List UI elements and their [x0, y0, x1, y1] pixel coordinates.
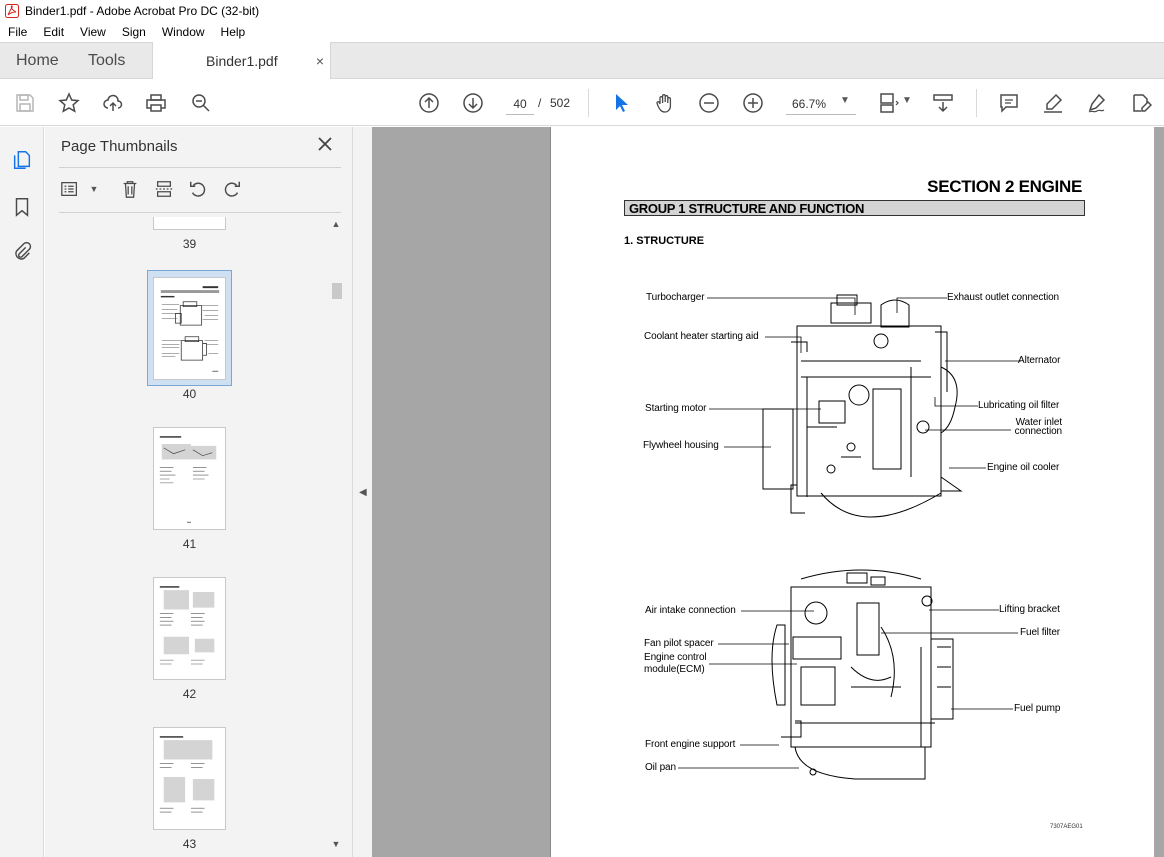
sign-icon[interactable] [1084, 90, 1110, 116]
thumbnail-scrollbar[interactable] [330, 219, 342, 857]
zoom-in-icon[interactable] [740, 90, 766, 116]
tab-document[interactable] [152, 42, 331, 79]
tab-tools[interactable]: Tools [88, 52, 126, 69]
menu-bar [0, 22, 1164, 42]
options-dropdown-icon[interactable]: ▼ [89, 184, 99, 194]
figure-code: 7307AEG01 [1050, 824, 1083, 830]
pdf-page [550, 127, 1154, 857]
menu-window[interactable]: Window [161, 25, 205, 39]
page-up-icon[interactable] [416, 90, 442, 116]
total-pages: 502 [550, 96, 571, 110]
comment-icon[interactable] [996, 90, 1022, 116]
close-tab-button[interactable]: × [315, 53, 324, 69]
hand-icon[interactable] [652, 90, 678, 116]
page-down-icon[interactable] [460, 90, 486, 116]
attachment-icon[interactable] [10, 240, 34, 264]
options-menu-icon[interactable] [59, 178, 81, 200]
engine-diagram [551, 127, 1155, 857]
thumbnails-panel [45, 127, 352, 857]
scroll-thumb[interactable] [332, 283, 342, 299]
panel-collapse-strip[interactable] [352, 127, 372, 857]
structure-heading: 1. STRUCTURE [624, 235, 705, 247]
zoom-search-icon[interactable] [188, 90, 214, 116]
document-viewer[interactable] [372, 127, 1164, 857]
callout-coolant-heater: Coolant heater starting aid [644, 331, 759, 342]
leader-lines [678, 298, 1021, 768]
thumbnail-label: 43 [182, 837, 197, 851]
close-icon[interactable] [316, 135, 334, 153]
callout-engine-oil-cooler: Engine oil cooler [987, 462, 1060, 473]
collapse-panel-icon[interactable]: ◀ [359, 487, 367, 498]
fit-dropdown-icon[interactable]: ▼ [902, 95, 912, 106]
thumbnail-label: 40 [182, 387, 197, 401]
zoom-out-icon[interactable] [696, 90, 722, 116]
callout-exhaust-outlet: Exhaust outlet connection [947, 292, 1060, 303]
callout-water-inlet-2: connection [1014, 426, 1062, 437]
window-title: Binder1.pdf - Adobe Acrobat Pro DC (32-bit) [25, 4, 260, 18]
page-thumbnails-icon[interactable] [10, 148, 34, 172]
page-thumbnail-42[interactable] [153, 577, 226, 680]
main-toolbar [0, 79, 1164, 126]
save-icon[interactable] [12, 90, 38, 116]
callout-fuel-filter: Fuel filter [1020, 627, 1061, 638]
callout-lifting-bracket: Lifting bracket [999, 604, 1060, 615]
tab-home[interactable]: Home [16, 52, 59, 69]
engine-drawing-top [763, 295, 961, 517]
menu-edit[interactable]: Edit [43, 25, 65, 39]
callout-fan-pilot-spacer: Fan pilot spacer [644, 638, 714, 649]
upload-icon[interactable] [100, 90, 126, 116]
menu-sign[interactable]: Sign [121, 25, 146, 39]
extract-page-icon[interactable] [153, 178, 175, 200]
toolbar-divider [976, 89, 977, 117]
page-thumbnail-40[interactable] [153, 277, 226, 380]
left-rail [0, 127, 44, 857]
panel-title: Page Thumbnails [61, 138, 178, 155]
section-title: SECTION 2 ENGINE [927, 177, 1082, 196]
zoom-dropdown-icon[interactable]: ▼ [840, 95, 850, 106]
title-bar [0, 0, 1164, 22]
scroll-up-icon[interactable]: ▲ [331, 219, 341, 229]
scroll-mode-icon[interactable] [930, 90, 956, 116]
menu-file[interactable]: File [8, 25, 28, 39]
highlight-icon[interactable] [1040, 90, 1066, 116]
callout-fuel-pump: Fuel pump [1014, 703, 1061, 714]
callout-turbocharger: Turbocharger [646, 292, 705, 303]
edit-pdf-icon[interactable] [1128, 90, 1154, 116]
rotate-left-icon[interactable] [187, 178, 209, 200]
toolbar-divider [588, 89, 589, 117]
callout-air-intake: Air intake connection [645, 605, 736, 616]
bookmark-icon[interactable] [10, 195, 34, 219]
thumbnail-list [45, 217, 335, 857]
callout-starting-motor: Starting motor [645, 403, 707, 414]
engine-drawing-bottom [772, 570, 953, 779]
divider [59, 212, 341, 213]
menu-help[interactable]: Help [220, 25, 246, 39]
callout-flywheel-housing: Flywheel housing [643, 440, 719, 451]
acrobat-logo-icon [5, 4, 19, 18]
thumbnail-label: 42 [182, 687, 197, 701]
divider [59, 167, 341, 168]
tab-bar [0, 42, 1164, 79]
star-icon[interactable] [56, 90, 82, 116]
scroll-down-icon[interactable]: ▼ [331, 839, 341, 849]
thumbnail-label: 41 [182, 537, 197, 551]
callout-ecm-2: module(ECM) [644, 664, 705, 675]
menu-view[interactable]: View [80, 25, 106, 39]
callout-oil-pan: Oil pan [645, 762, 676, 773]
rotate-right-icon[interactable] [221, 178, 243, 200]
thumbnail-label: 39 [182, 237, 197, 251]
callout-ecm-1: Engine control [644, 652, 707, 663]
print-icon[interactable] [143, 90, 169, 116]
page-thumbnail-39[interactable] [153, 217, 226, 230]
fit-page-icon[interactable] [876, 90, 902, 116]
callout-lube-oil-filter: Lubricating oil filter [978, 400, 1060, 411]
document-tab-label: Binder1.pdf [206, 53, 278, 69]
page-thumbnail-41[interactable] [153, 427, 226, 530]
page-thumbnail-43[interactable] [153, 727, 226, 830]
callout-water-inlet-1: Water inlet [1015, 417, 1062, 428]
page-separator: / [538, 96, 542, 110]
callout-front-engine-support: Front engine support [645, 739, 736, 750]
select-arrow-icon[interactable] [608, 90, 634, 116]
delete-page-icon[interactable] [119, 178, 141, 200]
page-number-input[interactable] [506, 93, 534, 115]
callout-alternator: Alternator [1018, 355, 1061, 366]
group-title: GROUP 1 STRUCTURE AND FUNCTION [629, 201, 865, 216]
